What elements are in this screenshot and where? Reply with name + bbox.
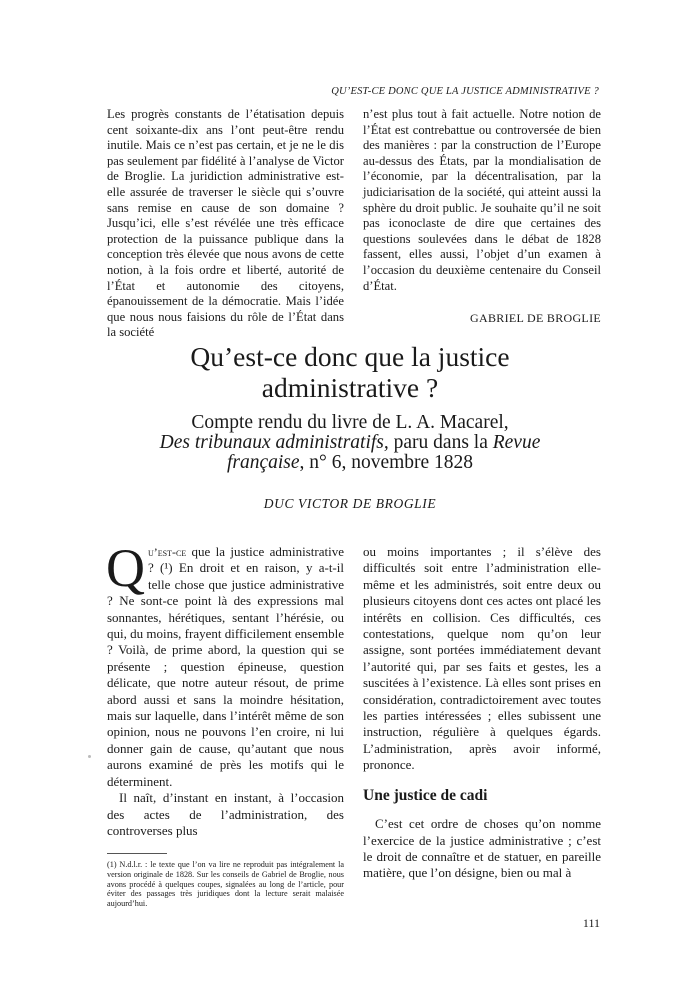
subtitle-work-title: Des tribunaux administratifs,: [159, 432, 389, 453]
article-title: Qu’est-ce donc que la justice administrative ?: [190, 341, 510, 403]
page-number: 111: [582, 916, 600, 930]
intro-paragraph-right: n’est plus tout à fait actuelle. Notre notion de l’État est contrebattue ou controversée de bien des manières : par la construction de l’Europe au-dessus des États, par la mondialisation de l’économie, par la décentralisation, par la judiciarisation de la société, qui atteint aussi la sphère du droit public. Je souhaite qu’il ne soit pas iconoclaste de dire que certaines des questions soulevées dans le débat de 1828 fassent, elles aussi, l’objet d’un examen à l’occasion du deuxième centenaire du Conseil d’État.: [363, 107, 601, 293]
subtitle-journal-1: Revue: [492, 432, 541, 453]
article-subtitle: [120, 413, 580, 473]
intro-paragraph-left: Les progrès constants de l’étatisation depuis cent soixante-dix ans l’ont peut-être rendu inutile. Mais ce n’est pas certain, et je ne le dis pas seulement par fidélité à l’analyse de Victor de Broglie. La juridiction administrative est-elle assurée de traverser le siècle qui s’ouvre sans remise en cause de son domaine ? Jusqu’ici, elle s’est révélée une très efficace protection de la puissance publique dans la conception très élevée que nous avons de cette notion, à la fois ordre et liberté, autorité de l’État et autonomie des citoyens, épanouissement de la démocratie. Mais l’idée que nous nous faisions du rôle de l’État dans la société: [107, 107, 344, 340]
body-paragraph-4: C’est cet ordre de choses qu’on nomme l’exercice de la justice administrative ; c’est le droit de connaître et de statuer, en pareille matière, que l’on désigne, bien ou mal à: [363, 816, 601, 881]
intro-column-right: [363, 107, 601, 327]
footnote-rule: [107, 853, 167, 854]
dropcap: Q: [106, 538, 145, 598]
footnote: (1) N.d.l.r. : le texte que l’on va lire ne reproduit pas intégralement la version originale de 1828. Sur les conseils de Gabriel de Broglie, nous avons procédé à quelques coupes, signalées au long de l’article, pour éviter des passages très juridiques dont la lecture serait malaisée aujourd’hui.: [107, 860, 344, 908]
subtitle-journal-2: française: [226, 452, 300, 473]
body-paragraph-3: ou moins importantes ; il s’élève des difficultés soit entre l’administration elle-même et les administrés, soit entre deux ou plusieurs citoyens dont ces actes ont placé les intérêts en collision. Ces difficultés, ces contestations, quelque nom qu’on leur assigne, sont portées immédiatement devant l’autorité qui, par ses faits et gestes, les a suscitées à l’existence. Là elles sont prises en considération, contradictoirement avec toutes les parties intéressées ; elles subissent une instruction, régulière à quelques égards. L’administration, après avoir informé, prononce.: [363, 544, 601, 773]
opening-smallcaps: u’est-ce: [148, 545, 187, 559]
body-column-left: [106, 538, 344, 908]
subtitle-end: , n° 6, novembre 1828: [299, 452, 474, 473]
byline: DUC VICTOR DE BROGLIE: [263, 496, 437, 511]
intro-column-left: [107, 107, 344, 341]
body-paragraph-1-text: que la justice administrative ? (¹) En droit et en raison, y a-t-il telle chose que justice administrative ? Ne sont-ce point là des expressions mal sonnantes, hérétiques, sentant l’hérésie, ou qui, du moins, frayent difficilement ensemble ? Voilà, de prime abord, la question qui se présente ; question épineuse, question délicate, que notre auteur résout, de prime abord aussi et sans la moindre hésitation, mais sur laquelle, dans l’intérêt même de son opinion, nous ne pouvons l’en croire, ni lui donner gain de cause, qu’autant que nous aurons examiné de près les motifs qui le déterminent.: [107, 544, 344, 789]
running-head: QU’EST-CE DONC QUE LA JUSTICE ADMINISTRATIVE ?: [331, 86, 599, 97]
subtitle-line1: Compte rendu du livre de L. A. Macarel,: [191, 412, 509, 433]
margin-mark: [88, 755, 91, 758]
author-signature: GABRIEL DE BROGLIE: [470, 311, 601, 326]
body-column-right: [363, 544, 601, 882]
body-paragraph-1: [106, 538, 344, 790]
body-paragraph-2: Il naît, d’instant en instant, à l’occasion des actes de l’administration, des controverses plus: [107, 790, 344, 838]
subtitle-middle: paru dans la: [388, 432, 493, 453]
section-heading: Une justice de cadi: [363, 786, 488, 804]
